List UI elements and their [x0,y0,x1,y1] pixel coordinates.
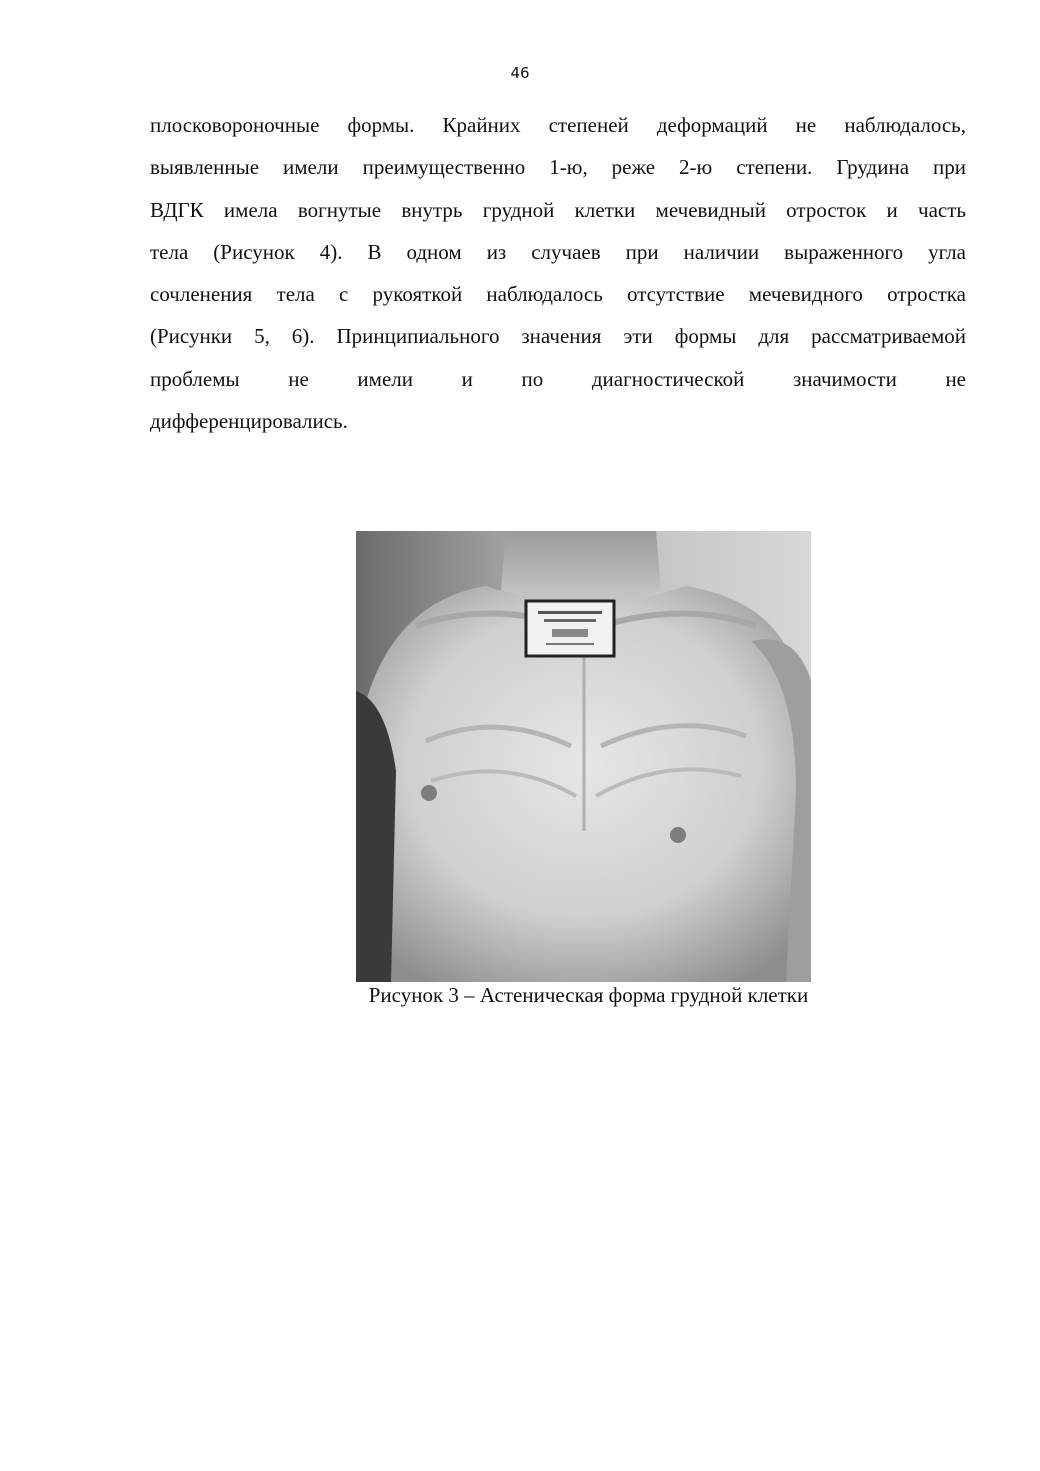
paragraph-line: дифференцировались. [150,409,348,434]
paragraph-line: плосковороночные формы. Крайних степеней деформаций не наблюдалось, [150,113,966,137]
body-paragraph [150,104,966,442]
paragraph-line: выявленные имели преимущественно 1-ю, реже 2-ю степени. Грудина при [150,155,966,180]
paragraph-line: сочленения тела с рукояткой наблюдалось отсутствие мечевидного отростка [150,282,966,307]
paragraph-line: проблемы не имели и по диагностической значимости не [150,366,966,391]
chest-photo-illustration [356,531,811,982]
page-number: 46 [510,64,530,82]
figure-caption: Рисунок 3 – Астеническая форма грудной клетки [368,983,809,1007]
paragraph-line: тела (Рисунок 4). В одном из случаев при наличии выраженного угла [150,239,966,264]
paragraph-line: ВДГК имела вогнутые внутрь грудной клетки мечевидный отросток и часть [150,197,966,222]
figure-photo [356,531,811,982]
paragraph-line: (Рисунки 5, 6). Принципиального значения эти формы для рассматриваемой [150,324,966,349]
